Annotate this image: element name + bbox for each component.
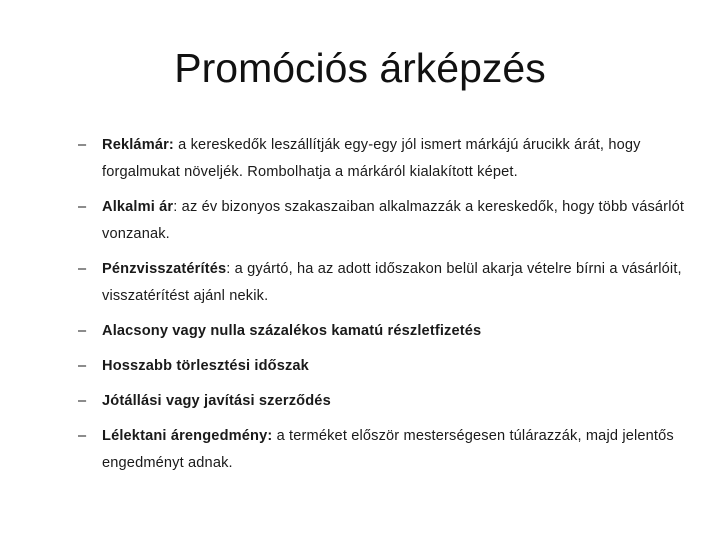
list-item	[78, 353, 688, 380]
bullet-dash: –	[78, 428, 87, 444]
bullet-text: a kereskedők leszállítják egy-egy jól ismert márkájú árucikk árát, hogy forgalmukat növeljék. Rombolhatja a márkáról kialakított képet.	[102, 137, 641, 180]
bullet-dash: –	[78, 261, 87, 277]
list-item	[78, 318, 688, 345]
bullet-term: Jótállási vagy javítási szerződés	[102, 393, 331, 409]
bullet-text: a terméket először mesterségesen túlárazzák, majd jelentős engedményt adnak.	[102, 428, 674, 471]
bullet-term: Alacsony vagy nulla százalékos kamatú részletfizetés	[102, 323, 482, 339]
slide-title: Promóciós árképzés	[174, 45, 546, 91]
bullet-term: Reklámár:	[102, 137, 174, 153]
bullet-dash: –	[78, 137, 87, 153]
list-item	[78, 388, 688, 415]
bullet-dash: –	[78, 323, 87, 339]
bullet-list	[78, 132, 688, 485]
bullet-text: : a gyártó, ha az adott időszakon belül akarja vételre bírni a vásárlóit, visszatérítést ajánl nekik.	[102, 261, 682, 304]
list-item	[78, 194, 688, 248]
list-item	[78, 423, 688, 477]
bullet-text: : az év bizonyos szakaszaiban alkalmazzák a kereskedők, hogy több vásárlót vonzanak.	[102, 199, 685, 242]
list-item	[78, 256, 688, 310]
bullet-dash: –	[78, 393, 87, 409]
bullet-dash: –	[78, 358, 87, 374]
bullet-dash: –	[78, 199, 87, 215]
bullet-term: Hosszabb törlesztési időszak	[102, 358, 309, 374]
bullet-term: Alkalmi ár	[102, 199, 174, 215]
bullet-term: Lélektani árengedmény:	[102, 428, 273, 444]
list-item	[78, 132, 688, 186]
bullet-term: Pénzvisszatérítés	[102, 261, 227, 277]
